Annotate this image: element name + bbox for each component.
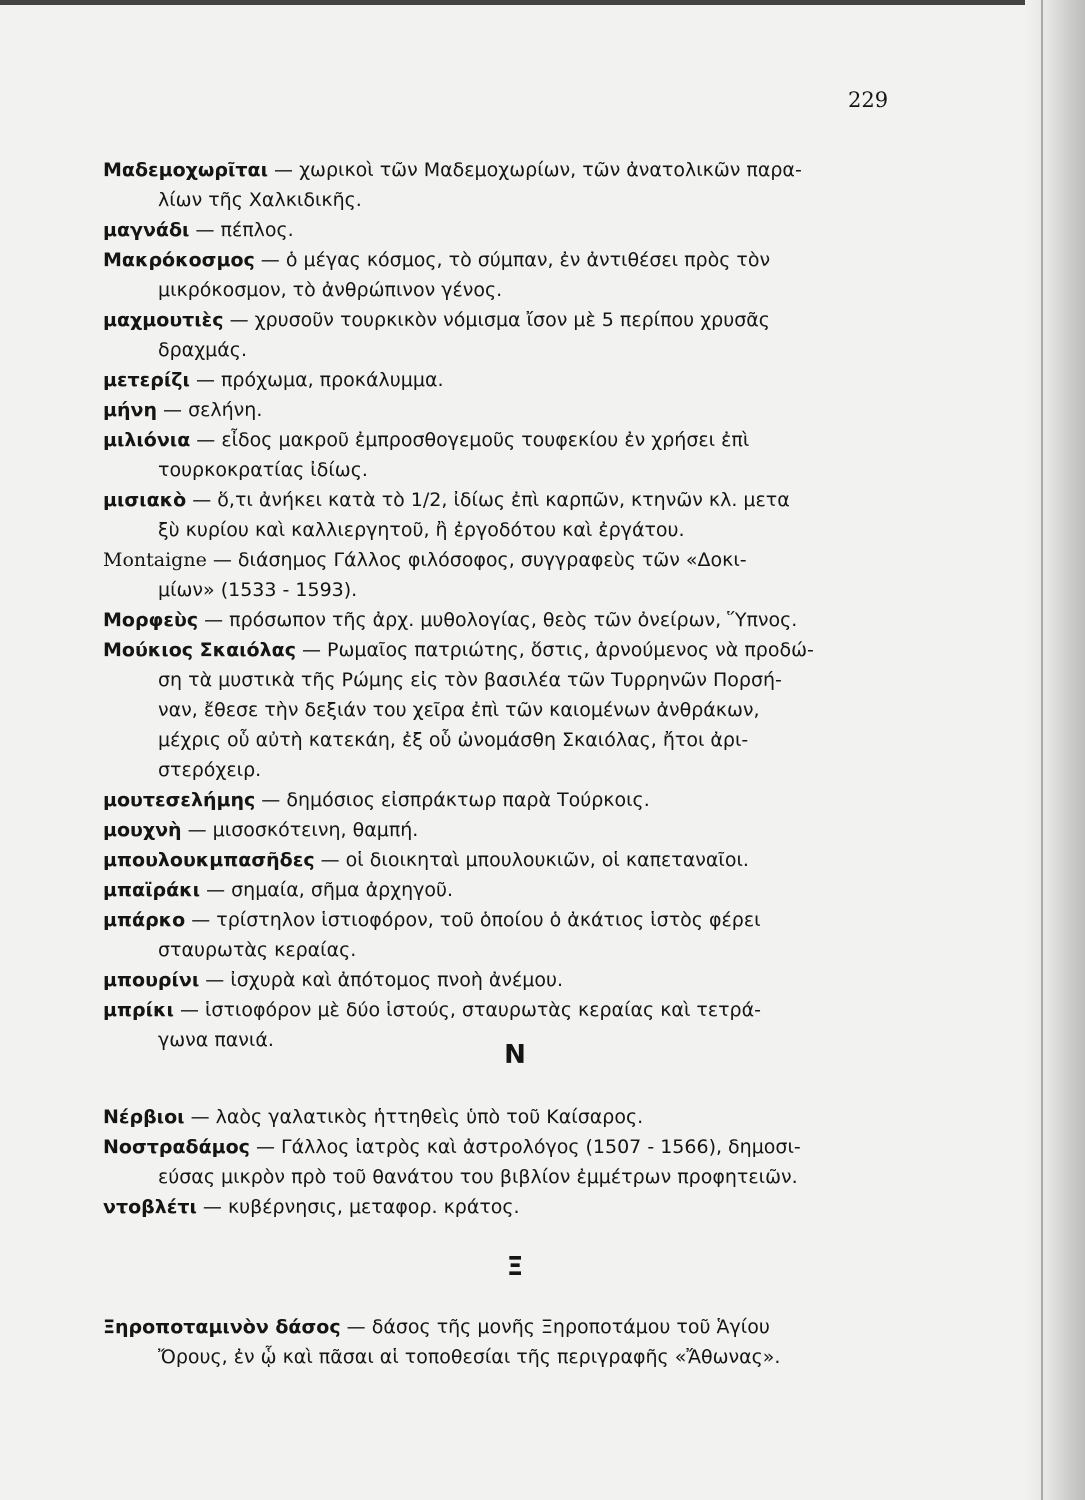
entry-term: μπουρίνι [103,969,200,991]
glossary-entry [103,1102,908,1132]
entry-continuation: λίων τῆς Χαλκιδικῆς. [158,189,362,211]
glossary-entries-x [103,1312,908,1372]
entry-term: μήνη [103,399,157,421]
entry-definition: — εἶδος μακροῦ ἐμπροσθογεμοῦς τουφεκίου ἐν χρήσει ἐπὶ [190,429,750,451]
entry-term: Νέρβιοι [103,1106,185,1128]
entry-term: Ξηροποταμινὸν δάσος [103,1316,341,1338]
entry-continuation: γωνα πανιά. [158,1029,274,1051]
entry-definition: — σελήνη. [156,399,263,421]
entry-continuation: μικρόκοσμον, τὸ ἀνθρώπινον γένος. [158,279,503,301]
glossary-entry [103,1312,908,1342]
glossary-entry [103,485,908,515]
entry-definition: — ἰσχυρὰ καὶ ἀπότομος πνοὴ ἀνέμου. [199,969,564,991]
glossary-entries-n [103,1102,908,1222]
entry-continuation: τουρκοκρατίας ἰδίως. [158,459,368,481]
entry-continuation: Ὄρους, ἐν ᾧ καὶ πᾶσαι αἱ τοποθεσίαι τῆς περιγραφῆς «Ἄθωνας». [158,1346,781,1368]
glossary-entry [103,905,908,935]
entry-term: μπαϊράκι [103,879,201,901]
entry-definition: — τρίστηλον ἱστιοφόρον, τοῦ ὁποίου ὁ ἀκάτιος ἱστὸς φέρει [185,909,761,931]
entry-continuation: στερόχειρ. [158,759,262,781]
entry-term: μπουλουκμπασῆδες [103,849,315,871]
section-heading-n: Ν [504,1040,526,1070]
entry-continuation: μίων» (1533 - 1593). [158,579,358,601]
entry-definition: — δάσος τῆς μονῆς Ξηροποτάμου τοῦ Ἁγίου [340,1316,770,1338]
entry-term: μισιακὸ [103,489,187,511]
entry-term: ντοβλέτι [103,1196,197,1218]
entry-continuation: ξὺ κυρίου καὶ καλλιεργητοῦ, ἢ ἐργοδότου καὶ ἐργάτου. [158,519,685,541]
glossary-entry [103,875,908,905]
entry-term: μπρίκι [103,999,174,1021]
glossary-entries-m [103,155,908,1055]
entry-definition: — δημόσιος εἰσπράκτωρ παρὰ Τούρκοις. [255,789,650,811]
entry-term: μιλιόνια [103,429,191,451]
glossary-entry [103,215,908,245]
glossary-entry [103,785,908,815]
entry-definition: — οἱ διοικηταὶ μπουλουκιῶν, οἱ καπεταναῖοι. [314,849,749,871]
glossary-entry [103,305,908,335]
glossary-entry [103,545,908,575]
glossary-entry [103,425,908,455]
entry-definition: — πέπλος. [189,219,294,241]
page-edge-line [1041,0,1043,1500]
glossary-entry [103,155,908,185]
entry-term: Montaigne [103,549,207,571]
page-edge-shadow [1025,0,1085,1500]
entry-definition: — μισοσκότεινη, θαμπή. [181,819,419,841]
entry-continuation: μέχρις οὗ αὐτὴ κατεκάη, ἐξ οὗ ὠνομάσθη Σκαιόλας, ἤτοι ἀρι- [158,729,749,751]
entry-definition: — πρόσωπον τῆς ἀρχ. μυθολογίας, θεὸς τῶν ὀνείρων, Ὕπνος. [198,609,798,631]
glossary-entry [103,1132,908,1162]
entry-term: Μορφεὺς [103,609,199,631]
entry-term: μουτεσελήμης [103,789,256,811]
entry-continuation: εύσας μικρὸν πρὸ τοῦ θανάτου του βιβλίον ἐμμέτρων προφητειῶν. [158,1166,798,1188]
entry-term: Νοστραδάμος [103,1136,250,1158]
page-top-band [0,0,1030,5]
entry-continuation: ναν, ἔθεσε τὴν δεξιάν του χεῖρα ἐπὶ τῶν καιομένων ἀνθράκων, [158,699,760,721]
entry-term: μετερίζι [103,369,190,391]
glossary-entry [103,245,908,275]
glossary-entry [103,995,908,1025]
glossary-entry [103,815,908,845]
entry-definition: — χρυσοῦν τουρκικὸν νόμισμα ἴσον μὲ 5 περίπου χρυσᾶς [223,309,770,331]
entry-term: μαχμουτιὲς [103,309,224,331]
entry-term: μουχνὴ [103,819,182,841]
entry-definition: — χωρικοὶ τῶν Μαδεμοχωρίων, τῶν ἀνατολικῶν παρα- [267,159,802,181]
entry-term: Μούκιος Σκαιόλας [103,639,296,661]
entry-term: μπάρκο [103,909,186,931]
glossary-entry [103,965,908,995]
entry-term: μαγνάδι [103,219,190,241]
glossary-entry [103,395,908,425]
entry-definition: — Ρωμαῖος πατριώτης, ὅστις, ἀρνούμενος νὰ προδώ- [295,639,814,661]
section-heading-x: Ξ [506,1252,524,1282]
glossary-entry [103,365,908,395]
entry-continuation: δραχμάς. [158,339,247,361]
entry-definition: — διάσημος Γάλλος φιλόσοφος, συγγραφεὺς τῶν «Δοκι- [206,549,747,571]
page-number: 229 [848,88,889,112]
entry-definition: — ὅ,τι ἀνήκει κατὰ τὸ 1/2, ἰδίως ἐπὶ καρπῶν, κτηνῶν κλ. μετα [186,489,790,511]
entry-continuation: ση τὰ μυστικὰ τῆς Ρώμης εἰς τὸν βασιλέα τῶν Τυρρηνῶν Πορσή- [158,669,782,691]
entry-definition: — ὁ μέγας κόσμος, τὸ σύμπαν, ἐν ἀντιθέσει πρὸς τὸν [254,249,771,271]
entry-term: Μαδεμοχωρῖται [103,159,268,181]
glossary-entry [103,605,908,635]
entry-definition: — ἱστιοφόρον μὲ δύο ἱστούς, σταυρωτὰς κεραίας καὶ τετρά- [173,999,762,1021]
entry-definition: — πρόχωμα, προκάλυμμα. [189,369,444,391]
entry-definition: — Γάλλος ἰατρὸς καὶ ἀστρολόγος (1507 - 1566), δημοσι- [249,1136,801,1158]
entry-definition: — λαὸς γαλατικὸς ἡττηθεὶς ὑπὸ τοῦ Καίσαρος. [184,1106,644,1128]
entry-definition: — σημαία, σῆμα ἀρχηγοῦ. [200,879,454,901]
entry-term: Μακρόκοσμος [103,249,255,271]
glossary-entry [103,635,908,665]
entry-continuation: σταυρωτὰς κεραίας. [158,939,357,961]
glossary-entry [103,1192,908,1222]
glossary-entry [103,845,908,875]
entry-definition: — κυβέρνησις, μεταφορ. κράτος. [196,1196,520,1218]
